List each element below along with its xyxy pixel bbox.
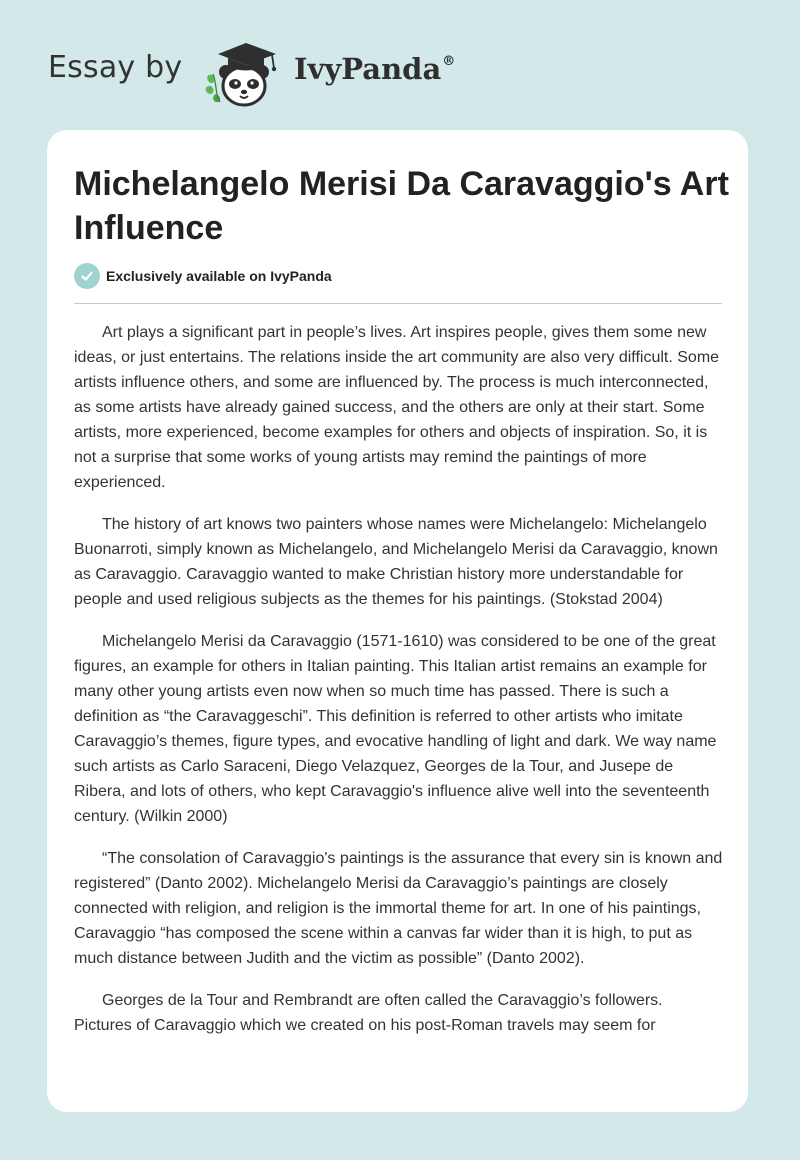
exclusive-badge-label: Exclusively available on IvyPanda <box>106 268 332 284</box>
brand-label: IvyPanda <box>294 52 442 86</box>
article-body <box>74 320 724 1055</box>
panda-graduate-icon[interactable] <box>200 38 290 110</box>
paragraph: Art plays a significant part in people’s lives. Art inspires people, gives them some new ideas, or just entertains. The relations inside the art community are also very difficult. Some artists influence others, and some are influenced by. The process is much interconnected, as some artists have already gained success, and the others are only at their start. Some artists, more experienced, become examples for others and objects of inspiration. So, it is not a surprise that some works of young artists may remind the paintings of more experienced. <box>74 324 720 491</box>
article-card <box>47 130 748 1112</box>
article-title: Michelangelo Merisi Da Caravaggio's Art Influence <box>74 165 729 247</box>
divider <box>74 303 722 304</box>
registered-mark: ® <box>442 54 456 69</box>
essay-by-label: Essay by <box>48 50 183 85</box>
paragraph: “The consolation of Caravaggio's paintings is the assurance that every sin is known and registered” (Danto 2002). Michelangelo Merisi da Caravaggio’s paintings are closely connected with religion, and religion is the immortal theme for art. In one of his paintings, Caravaggio “has composed the scene within a canvas far wider than it is high, to put as much distance between Judith and the victim as possible” (Danto 2002). <box>74 850 723 967</box>
ivy-leaf-icon <box>206 74 220 102</box>
paragraph: Georges de la Tour and Rembrandt are often called the Caravaggio’s followers. Pictures of Caravaggio which we created on his post-Roman travels may seem for <box>74 992 663 1034</box>
exclusive-badge <box>74 263 332 289</box>
checkmark-icon <box>74 263 100 289</box>
paragraph: The history of art knows two painters whose names were Michelangelo: Michelangelo Buonarroti, simply known as Michelangelo, and Michelangelo Merisi da Caravaggio, known as Caravaggio. Caravaggio wanted to make Christian history more understandable for people and used religious subjects as the themes for his paintings. (Stokstad 2004) <box>74 516 718 608</box>
site-header <box>0 0 800 130</box>
paragraph: Michelangelo Merisi da Caravaggio (1571-1610) was considered to be one of the great figures, an example for others in Italian painting. This Italian artist remains an example for many other young artists even now when so much time has passed. There is such a definition as “the Caravaggeschi”. This definition is referred to other artists who imitate Caravaggio’s themes, figure types, and evocative handling of light and dark. We way name such artists as Carlo Saraceni, Diego Velazquez, Georges de la Tour, and Jusepe de Ribera, and lots of others, who kept Caravaggio's influence alive well into the seventeenth century. (Wilkin 2000) <box>74 633 717 825</box>
brand-name[interactable] <box>294 52 455 86</box>
